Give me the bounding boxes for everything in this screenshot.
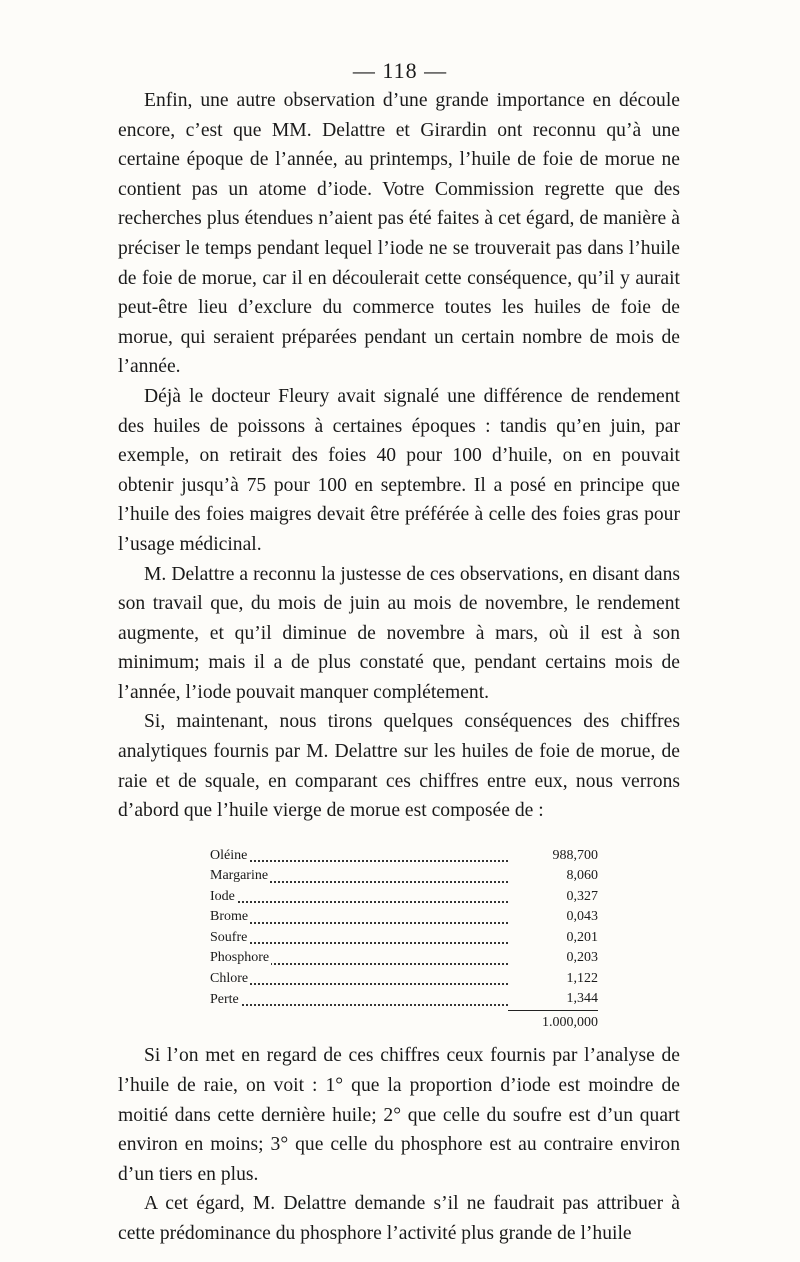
composition-table [210,846,598,1034]
total-row [210,1010,598,1033]
table-row [210,928,598,949]
paragraph: Déjà le docteur Fleury avait signalé une différence de rendement des huiles de poissons à certaines époques : tandis qu’en juin, par exemple, on retirait des foies 40 pour 100 d’huile, on en pouvait obtenir jusqu’à 75 pour 100 en septembre. Il a posé en principe que l’huile des foies maigres devait être préférée à celle des foies gras pour l’usage médicinal. [118,385,680,555]
paragraph: Si l’on met en regard de ces chiffres ceux fournis par l’analyse de l’huile de raie, on voit : 1° que la proportion d’iode est moindre de moitié dans cette dernière huile; 2° que celle du soufre est d’un quart environ en moins; 3° que celle du phosphore est au contraire environ d’un tiers en plus. [118,1045,680,1185]
component-value: 0,043 [566,909,598,925]
table-row [210,989,598,1010]
total-value: 1.000,000 [508,1010,598,1033]
paragraph: A cet égard, M. Delattre demande s’il ne faudrait pas attribuer à cette prédominance du phosphore l’activité plus grande de l’huile [118,1193,680,1244]
component-name: Margarine [210,868,269,884]
component-name: Iode [210,888,235,904]
table-row [210,846,598,867]
paragraph: M. Delattre a reconnu la justesse de ces observations, en disant dans son travail que, du mois de juin au mois de novembre, le rendement augmente, et qu’il diminue de novembre à mars, où il est à son minimum; mais il a de plus constaté que, pendant certains mois de l’année, l’iode pouvait manquer complétement. [118,563,680,703]
component-value: 0,203 [566,950,598,966]
component-name: Perte [210,991,239,1007]
paragraph: Enfin, une autre observation d’une grande importance en découle encore, c’est que MM. Delattre et Girardin ont reconnu qu’à une certaine époque de l’année, au printemps, l’huile de foie de morue ne contient pas un atome d’iode. Votre Commission regrette que des recherches plus étendues n’aient pas été faites à cet égard, de manière à préciser le temps pendant lequel l’iode ne se trouverait pas dans l’huile de foie de morue, car il en découlerait cette conséquence, qu’il y aurait peut-être lieu d’exclure du commerce toutes les huiles de foie de morue, qui seraient préparées pendant un certain nombre de mois de l’année. [118,90,680,378]
component-name: Phosphore [210,950,270,966]
page-number: — 118 — [352,58,448,83]
component-value: 0,327 [566,888,598,904]
component-value: 0,201 [566,929,598,945]
component-value: 8,060 [566,868,598,884]
table-row [210,887,598,908]
paragraph: Si, maintenant, nous tirons quelques conséquences des chiffres analytiques fournis par M. Delattre sur les huiles de foie de morue, de raie et de squale, en comparant ces chiffres entre eux, nous verrons d’abord que l’huile vierge de morue est composée de : [118,711,680,822]
body-text [118,86,680,1249]
component-value: 1,344 [566,991,598,1007]
table-row [210,948,598,969]
table-row [210,907,598,928]
component-name: Soufre [210,929,248,945]
component-value: 988,700 [552,847,598,863]
component-name: Chlore [210,970,249,986]
component-value: 1,122 [566,970,598,986]
table-row [210,866,598,887]
table-row [210,969,598,990]
component-name: Oléine [210,847,248,863]
component-name: Brome [210,909,249,925]
